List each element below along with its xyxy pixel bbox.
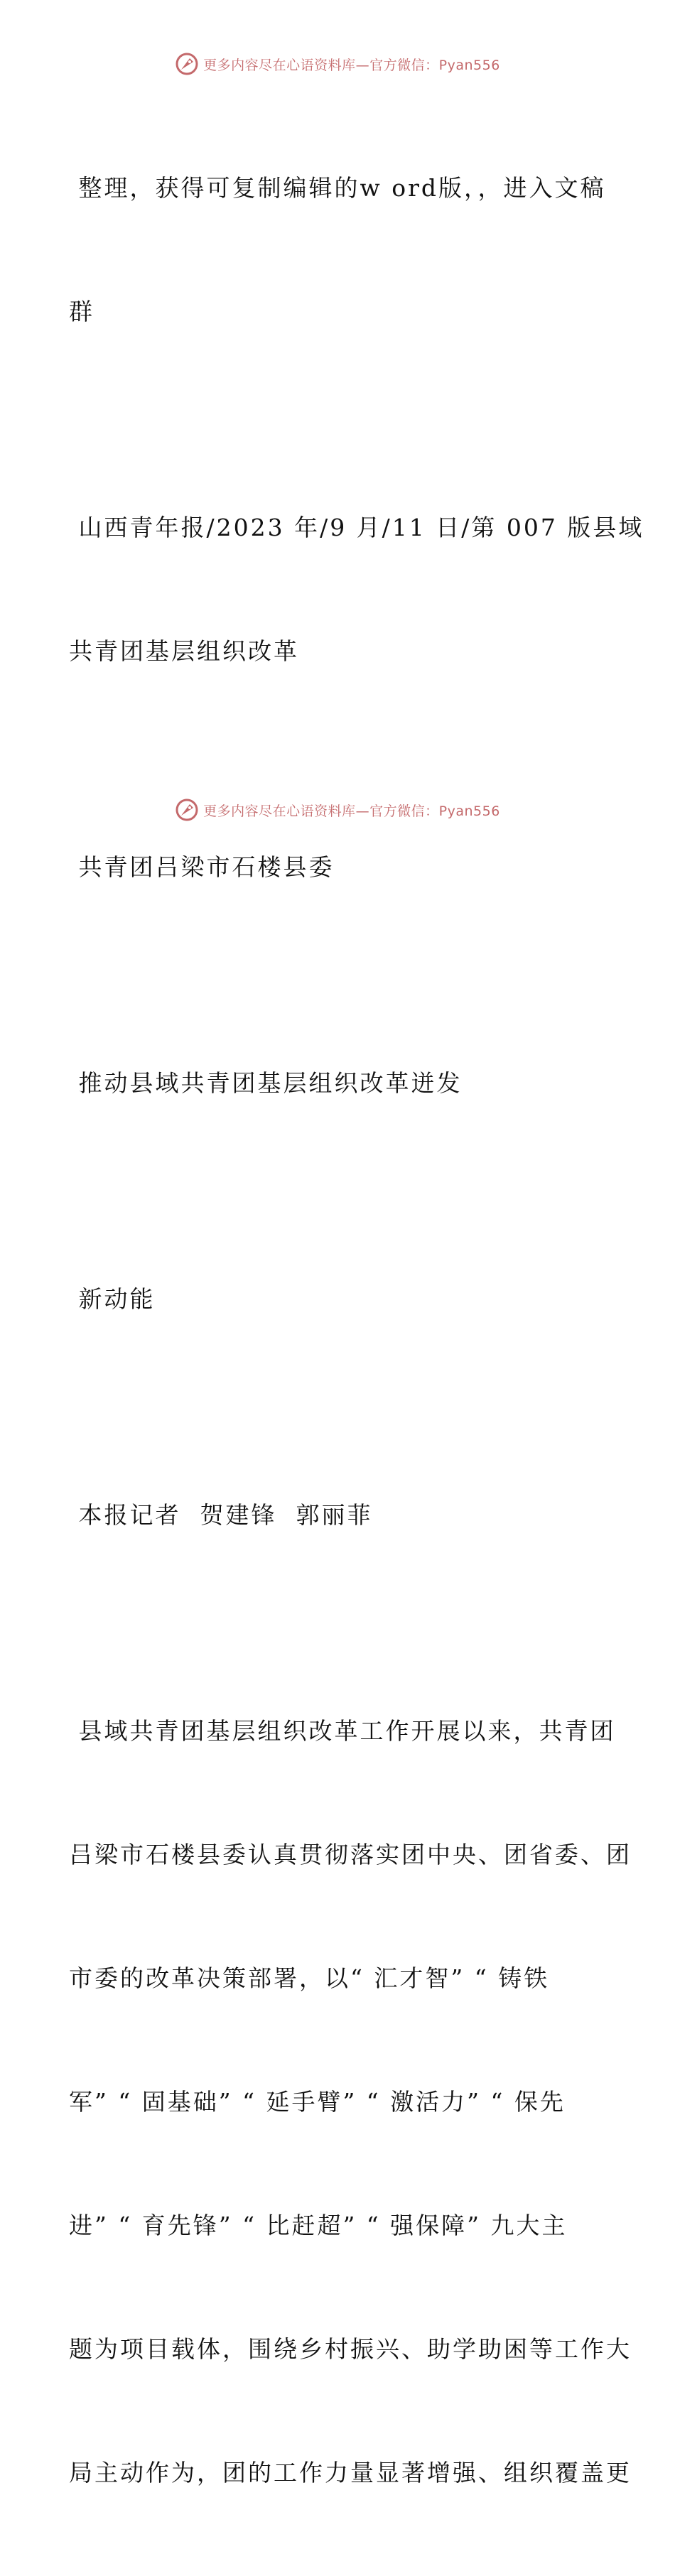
text-line: 本报记者 贺建锋 郭丽菲	[69, 1501, 373, 1529]
document-body	[69, 85, 644, 2576]
paragraph-source	[69, 425, 644, 754]
paragraph-title-2	[69, 1196, 609, 1402]
banner-text: 更多内容尽在心语资料库—官方微信：Pyan556	[203, 803, 500, 819]
text-line: 山西青年报/2023 年/9 月/11 日/第 007 版县域	[69, 514, 644, 541]
text-line: 局主动作为，团的工作力量显著增强、组织覆盖更	[69, 2459, 632, 2486]
footer-banner	[0, 796, 675, 824]
paragraph-title-1	[69, 980, 609, 1186]
banner-text: 更多内容尽在心语资料库—官方微信：Pyan556	[203, 57, 500, 73]
text-line: 军” “ 固基础” “ 延手臂” “ 激活力” “ 保先	[69, 2088, 566, 2116]
text-line: 群	[69, 298, 94, 325]
text-line: 市委的改革决策部署，以“ 汇才智” “ 铸铁	[69, 1964, 550, 1992]
pen-nib-circle-icon	[175, 798, 199, 822]
paragraph-byline	[69, 1412, 609, 1618]
text-line: 吕梁市石楼县委认真贯彻落实团中央、团省委、团	[69, 1841, 632, 1868]
text-line: 推动县域共青团基层组织改革迸发	[69, 1069, 463, 1097]
text-line: 共青团吕梁市石楼县委	[69, 853, 335, 881]
text-line: 题为项目载体，围绕乡村振兴、助学助困等工作大	[69, 2335, 632, 2363]
pen-nib-circle-icon	[175, 52, 199, 76]
text-line: 共青团基层组织改革	[69, 637, 299, 665]
header-banner	[0, 50, 675, 78]
paragraph-body	[69, 1628, 632, 2576]
paragraph-intro	[69, 85, 609, 415]
text-line: 新动能	[69, 1285, 156, 1313]
text-line: 进” “ 育先锋” “ 比赶超” “ 强保障” 九大主	[69, 2212, 568, 2239]
text-line: 县域共青团基层组织改革工作开展以来，共青团	[69, 1717, 616, 1745]
text-line: 整理，获得可复制编辑的w ord版，，进入文稿	[69, 174, 606, 202]
